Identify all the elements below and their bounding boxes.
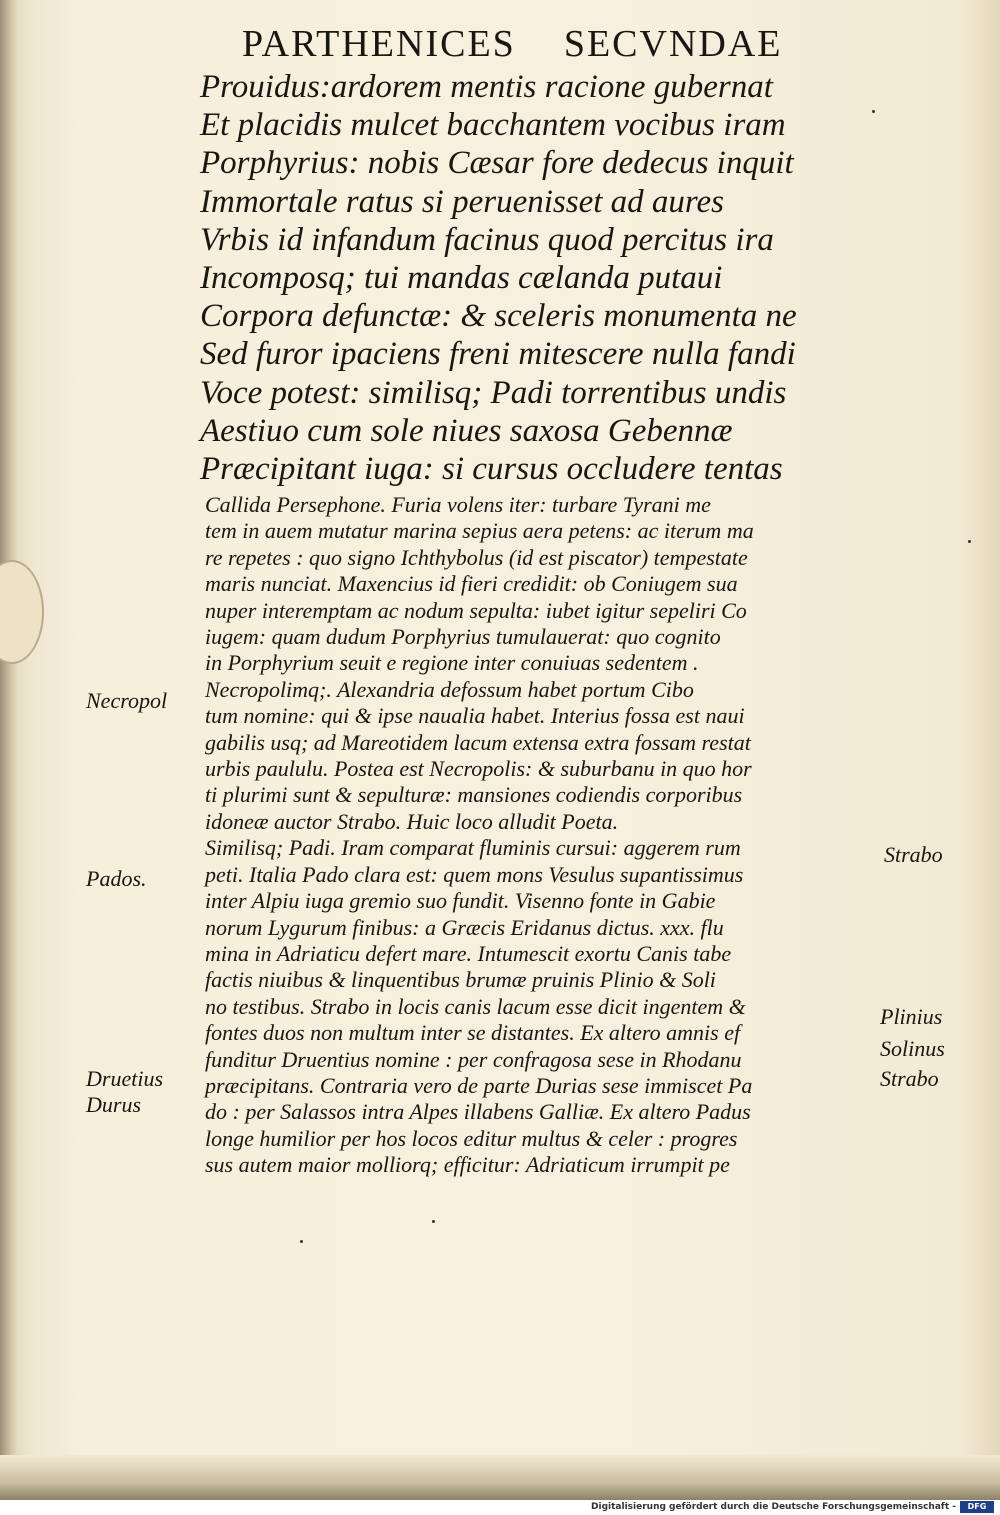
margin-note-right: Solinus <box>880 1036 945 1061</box>
commentary-line: norum Lygurum finibus: a Græcis Eridanus dictus. xxx. flu <box>205 914 724 940</box>
verse-line: Corpora defunctæ: & sceleris monumenta ne <box>200 298 797 335</box>
verse-line: Et placidis mulcet bacchantem vocibus iram <box>200 107 786 144</box>
commentary-line: inter Alpiu iuga gremio suo fundit. Visenno fonte in Gabie <box>205 888 716 914</box>
commentary-line: tem in auem mutatur marina sepius aera petens: ac iterum ma <box>205 518 754 544</box>
commentary-line: longe humilior per hos locos editur multus & celer : progres <box>205 1125 738 1151</box>
commentary-line: mina in Adriaticu defert mare. Intumescit exortu Canis tabe <box>205 940 732 966</box>
ink-speck <box>872 110 875 113</box>
commentary-line: sus autem maior molliorq; efficitur: Adriaticum irrumpit pe <box>205 1152 730 1178</box>
margin-note-left: Druetius <box>86 1066 163 1091</box>
ink-speck <box>432 1220 435 1223</box>
commentary-line: urbis paululu. Postea est Necropolis: & suburbanu in quo hor <box>205 756 752 782</box>
verse-line: Prouidus:ardorem mentis racione gubernat <box>200 69 773 105</box>
commentary-line: Necropolimq;. Alexandria defossum habet portum Cibo <box>205 676 694 702</box>
verse-line: Porphyrius: nobis Cæsar fore dedecus inquit <box>200 145 794 182</box>
commentary-line: funditur Druentius nomine : per confragosa sese in Rhodanu <box>205 1046 742 1072</box>
running-head <box>242 22 783 66</box>
verse-line: Incomposq; tui mandas cælanda putaui <box>200 260 723 297</box>
commentary-line: idoneæ auctor Strabo. Huic loco alludit Poeta. <box>205 808 619 834</box>
commentary-line: præcipitans. Contraria vero de parte Durias sese immiscet Pa <box>205 1072 753 1098</box>
verse-line: Voce potest: similisq; Padi torrentibus undis <box>200 374 787 411</box>
footer-credit: Digitalisierung gefördert durch die Deutsche Forschungsgemeinschaft - <box>591 1502 956 1512</box>
commentary-line: re repetes : quo signo Ichthybolus (id est piscator) tempestate <box>205 544 748 570</box>
margin-note-right: Plinius <box>880 1004 943 1029</box>
book-spine-edge <box>0 0 18 1500</box>
verse-line: Vrbis id infandum facinus quod percitus ira <box>200 221 774 258</box>
margin-note-left: Pados. <box>86 866 147 891</box>
margin-note-right: Strabo <box>884 842 943 867</box>
ink-speck <box>968 540 971 543</box>
margin-note-left: Durus <box>86 1092 142 1117</box>
commentary-line: Callida Persephone. Furia volens iter: turbare Tyrani me <box>205 492 711 517</box>
commentary-block <box>205 492 880 1179</box>
verse-line: Sed furor ipaciens freni mitescere nulla fandi <box>200 336 796 373</box>
commentary-line: no testibus. Strabo in locis canis lacum esse dicit ingentem & <box>205 993 746 1019</box>
commentary-line: iugem: quam dudum Porphyrius tumulauerat: quo cognito <box>205 624 721 650</box>
commentary-line: factis niuibus & linquentibus brumæ pruinis Plinio & Soli <box>205 967 716 993</box>
dfg-logo: DFG <box>960 1501 994 1513</box>
margin-note-left: Necropol <box>86 688 168 713</box>
margin-note-right: Strabo <box>880 1066 939 1091</box>
commentary-line: fontes duos non multum inter se distantes. Ex altero amnis ef <box>205 1020 741 1046</box>
verse-block <box>200 68 860 488</box>
verse-line: Immortale ratus si peruenisset ad aures <box>200 183 725 220</box>
ink-speck <box>300 1240 303 1243</box>
running-head-word-2: SECVNDAE <box>563 23 783 65</box>
commentary-line: nuper interemptam ac nodum sepulta: iubet igitur sepeliri Co <box>205 597 747 623</box>
commentary-line: peti. Italia Pado clara est: quem mons Vesulus supantissimus <box>205 861 744 887</box>
commentary-line: do : per Salassos intra Alpes illabens Galliæ. Ex altero Padus <box>205 1099 751 1125</box>
commentary-line: Similisq; Padi. Iram comparat fluminis cursui: aggerem rum <box>205 835 741 861</box>
commentary-line: in Porphyrium seuit e regione inter conuiuas sedentem . <box>205 650 699 676</box>
commentary-line: tum nomine: qui & ipse naualia habet. Interius fossa est naui <box>205 703 745 729</box>
book-bottom-edge <box>0 1455 1000 1500</box>
commentary-line: maris nunciat. Maxencius id fieri credidit: ob Coniugem sua <box>205 571 738 597</box>
running-head-word-1: PARTHENICES <box>242 23 516 65</box>
verse-line: Præcipitant iuga: si cursus occludere tentas <box>200 451 783 488</box>
commentary-line: ti plurimi sunt & sepulturæ: mansiones codiendis corporibus <box>205 782 743 808</box>
commentary-line: gabilis usq; ad Mareotidem lacum extensa extra fossam restat <box>205 729 751 755</box>
verse-line: Aestiuo cum sole niues saxosa Gebennæ <box>200 412 733 449</box>
